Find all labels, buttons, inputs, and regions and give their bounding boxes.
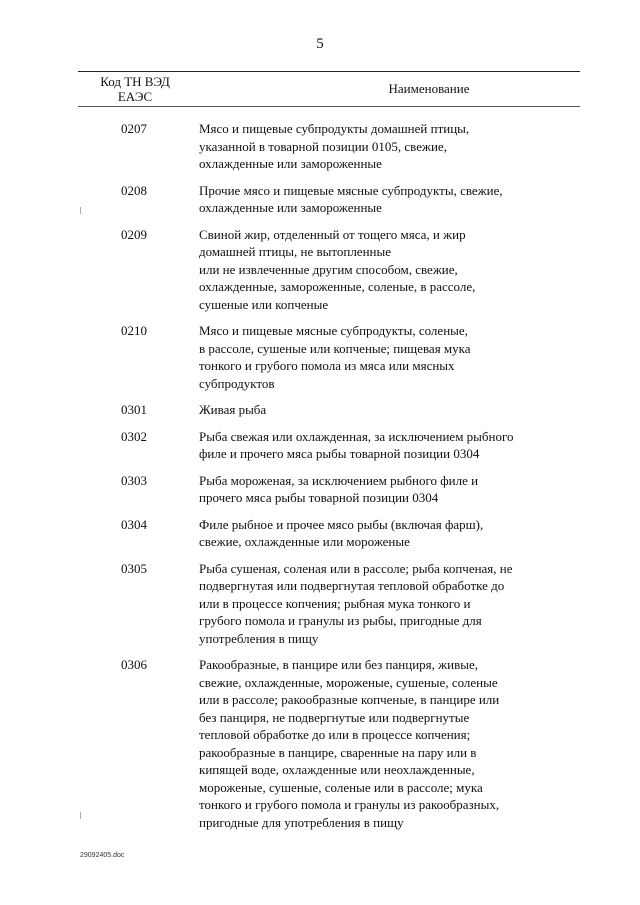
table-row <box>0 226 640 314</box>
row-code: 0210 <box>121 323 147 338</box>
table-header <box>78 71 580 107</box>
table-row <box>0 656 640 831</box>
table-row <box>0 560 640 648</box>
row-description: Прочие мясо и пищевые мясные субпродукты, свежие, охлажденные или замороженные <box>199 182 503 215</box>
row-description: Мясо и пищевые субпродукты домашней птицы, указанной в товарной позиции 0105, свежие, охлажденные или замороженные <box>199 121 470 171</box>
margin-mark <box>80 812 81 819</box>
table-body <box>0 120 640 840</box>
row-code: 0302 <box>121 428 147 444</box>
row-description: Свиной жир, отделенный от тощего мяса, и жир домашней птицы, не вытопленные или не извлеченные другим способом, свежие, охлажденные, замороженные, соленые, в рассоле, сушеные или копченые <box>199 226 476 312</box>
table-row <box>0 472 640 507</box>
row-code: 0306 <box>121 657 147 672</box>
code-column-header: Код ТН ВЭД ЕАЭС <box>100 74 170 104</box>
row-description: Мясо и пищевые мясные субпродукты, соленые, в рассоле, сушеные или копченые; пищевая мука тонкого и грубого помола из мяса или мясных субпродуктов <box>199 323 471 391</box>
table-row <box>0 182 640 217</box>
table-row <box>0 322 640 392</box>
row-description: Филе рыбное и прочее мясо рыбы (включая фарш), свежие, охлажденные или мороженые <box>199 516 484 549</box>
row-description: Рыба свежая или охлажденная, за исключением рыбного филе и прочего мяса рыбы товарной позиции 0304 <box>199 428 514 461</box>
row-code: 0301 <box>121 402 147 417</box>
page-number: 5 <box>316 36 324 52</box>
margin-mark <box>80 207 81 214</box>
row-description: Рыба мороженая, за исключением рыбного филе и прочего мяса рыбы товарной позиции 0304 <box>199 472 479 505</box>
table-row <box>0 120 640 173</box>
table-row <box>0 401 640 419</box>
name-column-header: Наименование <box>388 81 470 96</box>
file-name-footer: 29092405.doc <box>80 852 125 859</box>
row-code: 0304 <box>121 516 147 532</box>
row-code: 0209 <box>121 226 147 242</box>
row-code: 0207 <box>121 121 147 136</box>
table-row <box>0 428 640 463</box>
row-description: Ракообразные, в панцире или без панциря, живые, свежие, охлажденные, мороженые, сушеные, соленые или в рассоле; ракообразные копченые, в панцире или без панциря, не подвергнутые или подвергнутые тепловой обработке до или в процессе копчения; ракообразные в панцире, сваренные на пару или в кипящей воде, охлажденные или неохлажденные, мороженые, сушеные, соленые или в рассоле; мука тонкого и грубого помола и гранулы из ракообразных, пригодные для употребления в пищу <box>199 657 500 830</box>
row-code: 0305 <box>121 560 147 576</box>
row-description: Живая рыба <box>199 402 267 417</box>
row-code: 0303 <box>121 472 147 488</box>
row-code: 0208 <box>121 182 147 198</box>
row-description: Рыба сушеная, соленая или в рассоле; рыба копченая, не подвергнутая или подвергнутая тепловой обработке до или в процессе копчения; рыбная мука тонкого и грубого помола и гранулы из рыбы, пригодные для употребления в пищу <box>199 560 513 646</box>
table-row <box>0 516 640 551</box>
